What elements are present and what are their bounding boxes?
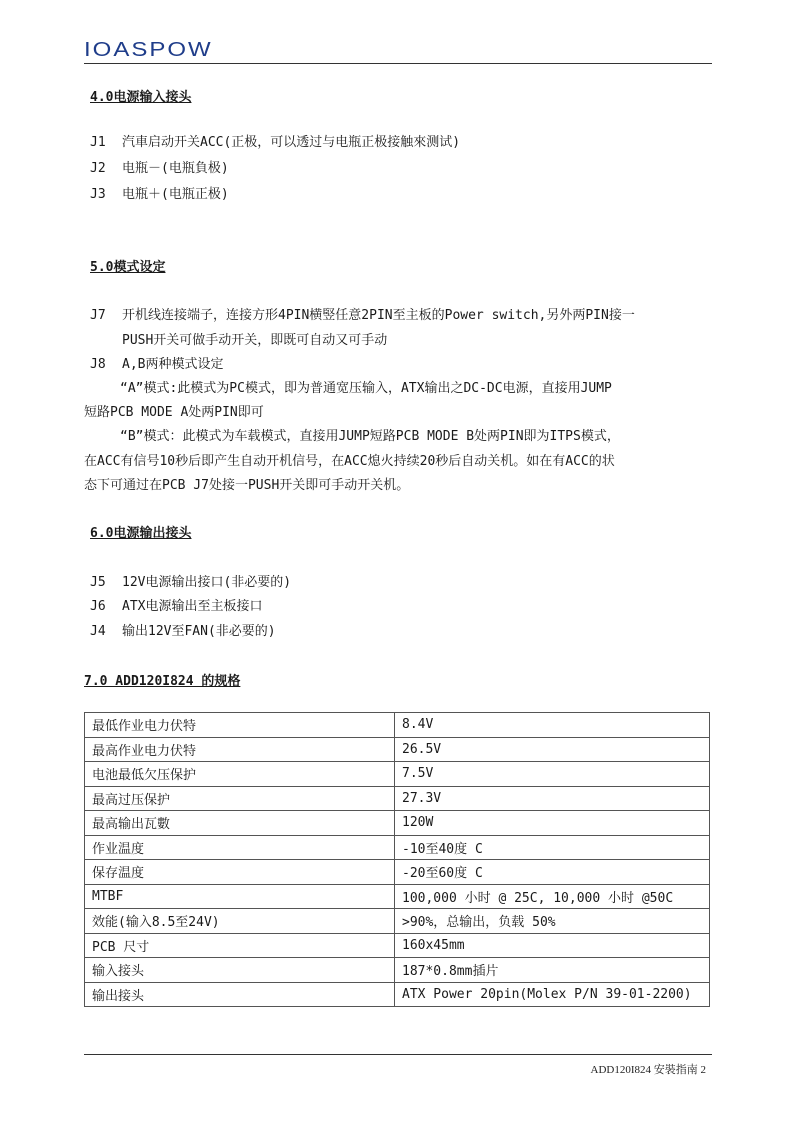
table-row: [85, 786, 710, 811]
section-4-heading: 4.0电源输入接头: [90, 90, 192, 105]
mode-a-paragraph-line: 短路PCB MODE A处两PIN即可: [84, 405, 264, 420]
spec-name: 输入接头: [85, 958, 395, 983]
connector-label: J4: [90, 624, 106, 639]
footer-divider: [84, 1054, 712, 1055]
table-row: [85, 884, 710, 909]
connector-desc: 开机线连接端子，连接方形4PIN横竪任意2PIN至主板的Power switch,另外两PIN接一: [122, 308, 635, 323]
connector-j5: [90, 571, 291, 590]
table-row: [85, 982, 710, 1007]
section-6-heading: 6.0电源输出接头: [90, 526, 192, 541]
mode-a-paragraph-line: “A”模式:此模式为PC模式，即为普通宽压输入，ATX输出之DC-DC电源，直接用JUMP: [120, 381, 612, 396]
connector-label: J1: [90, 135, 106, 150]
mode-b-paragraph-line: 在ACC有信号10秒后即产生自动开机信号，在ACC熄火持续20秒后自动关机。如在有ACC的状: [84, 454, 615, 469]
table-row: [85, 860, 710, 885]
header-divider: [84, 63, 712, 64]
table-row: [85, 958, 710, 983]
connector-desc: 电瓶＋(电瓶正极): [122, 187, 229, 202]
spec-name: 效能(输入8.5至24V): [85, 909, 395, 934]
connector-j8: [90, 353, 223, 372]
connector-label: J7: [90, 308, 106, 323]
connector-label: J2: [90, 161, 106, 176]
spec-value: >90%，总输出，负载 50%: [395, 909, 710, 934]
page-footer: ADD120I824 安裝指南 2: [590, 1064, 706, 1076]
section-5-heading: 5.0模式设定: [90, 260, 166, 275]
section-7-heading: 7.0 ADD120I824 的规格: [84, 674, 241, 689]
connector-desc: 12V电源输出接口(非必要的): [122, 575, 292, 590]
mode-b-paragraph-line: “B”模式：此模式为车载模式，直接用JUMP短路PCB MODE B处两PIN即为ITPS模式，: [120, 429, 620, 444]
connector-desc: A,B两种模式设定: [122, 357, 224, 372]
connector-j7: [90, 304, 635, 323]
spec-name: 输出接头: [85, 982, 395, 1007]
spec-name: 最低作业电力伏特: [85, 713, 395, 738]
spec-value: 7.5V: [395, 762, 710, 787]
connector-j6: [90, 595, 262, 614]
spec-name: 最高输出瓦數: [85, 811, 395, 836]
spec-name: 作业温度: [85, 835, 395, 860]
spec-value: 100,000 小时 @ 25C, 10,000 小时 @50C: [395, 884, 710, 909]
table-row: [85, 737, 710, 762]
mode-b-paragraph-line: 态下可通过在PCB J7处接一PUSH开关即可手动开关机。: [84, 478, 410, 493]
spec-value: 120W: [395, 811, 710, 836]
spec-name: 最高作业电力伏特: [85, 737, 395, 762]
spec-value: 187*0.8mm插片: [395, 958, 710, 983]
connector-desc: 汽車启动开关ACC(正极，可以透过与电瓶正极接触來测试): [122, 135, 461, 150]
company-logo: IOASPOW: [84, 38, 213, 61]
connector-label: J5: [90, 575, 106, 590]
spec-value: 160x45mm: [395, 933, 710, 958]
spec-name: 最高过压保护: [85, 786, 395, 811]
connector-desc: 输出12V至FAN(非必要的): [122, 624, 276, 639]
connector-desc: ATX电源输出至主板接口: [122, 599, 263, 614]
connector-label: J8: [90, 357, 106, 372]
spec-value: 27.3V: [395, 786, 710, 811]
connector-j1: [90, 131, 460, 150]
spec-value: 26.5V: [395, 737, 710, 762]
connector-label: J6: [90, 599, 106, 614]
spec-name: MTBF: [85, 884, 395, 909]
spec-value: -10至40度 C: [395, 835, 710, 860]
connector-j2: [90, 157, 229, 176]
table-row: [85, 811, 710, 836]
connector-j7-continued: PUSH开关可做手动开关，即既可自动又可手动: [122, 333, 388, 348]
specs-table: [84, 712, 710, 1007]
connector-j3: [90, 183, 229, 202]
table-row: [85, 909, 710, 934]
connector-desc: 电瓶－(电瓶負极): [122, 161, 229, 176]
table-row: [85, 762, 710, 787]
spec-name: 保存温度: [85, 860, 395, 885]
connector-label: J3: [90, 187, 106, 202]
table-row: [85, 713, 710, 738]
spec-value: -20至60度 C: [395, 860, 710, 885]
connector-j4: [90, 620, 276, 639]
table-row: [85, 835, 710, 860]
table-row: [85, 933, 710, 958]
spec-name: PCB 尺寸: [85, 933, 395, 958]
spec-value: 8.4V: [395, 713, 710, 738]
spec-name: 电池最低欠压保护: [85, 762, 395, 787]
spec-value: ATX Power 20pin(Molex P/N 39-01-2200): [395, 982, 710, 1007]
